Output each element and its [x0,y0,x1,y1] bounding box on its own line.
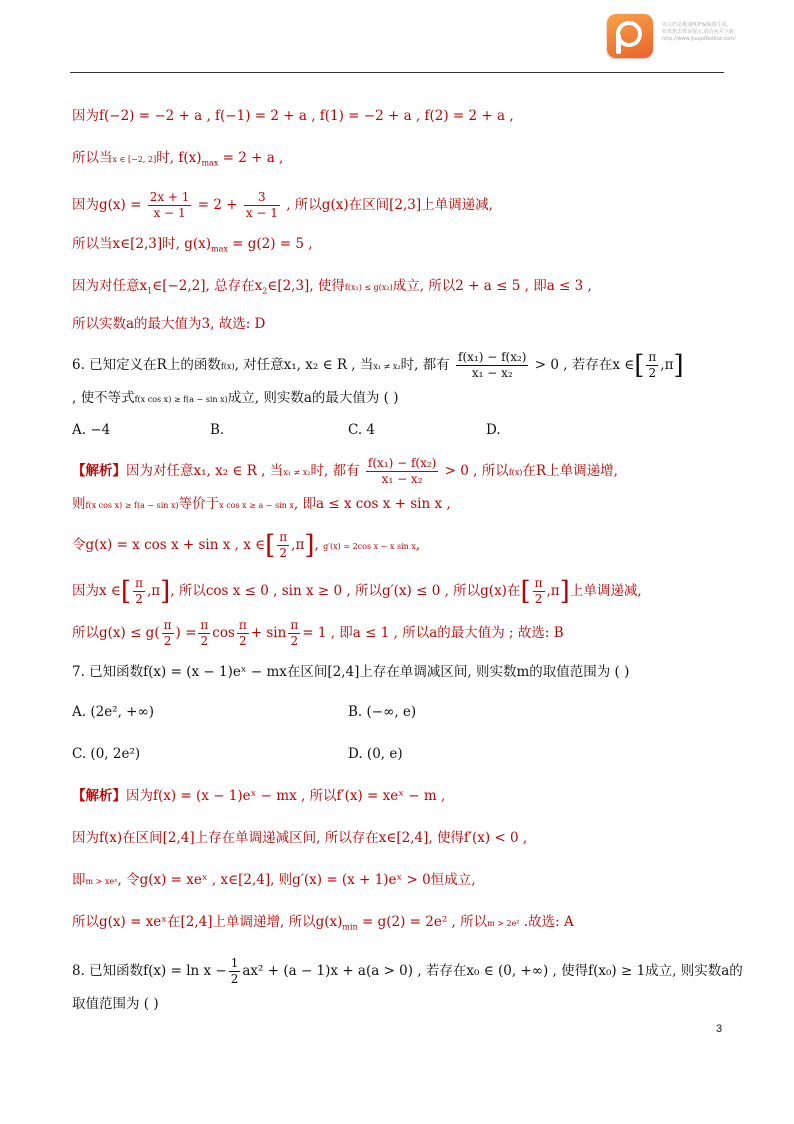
solution-7-line-2: 因为f(x)在区间[2,4]上存在单调递减区间, 所以存在x∈[2,4], 使得f′(x) < 0 , [72,830,528,846]
header-logo [607,14,653,58]
solution-6-line-3: 令g(x) = x cos x + sin x , x ∈[ $\frac{\pi}{2}$ ,π], g′(x) = 2cos x − x sin x, [72,530,421,561]
q6-option-d: D. [486,422,501,438]
solution-7-line-4: 所以g(x) = xeˣ在[2,4]上单调递增, 所以$g(x)_{min} = g(2) = 2e^2$ , 所以m > 2e² .故选: A [72,914,574,932]
solution-6-line-1: 【解析】因为对任意x₁, x₂ ∈ R , 当x₁ ≠ x₂时, 都有 $\frac{\text{f(x₁) − f(x₂)}}{\text{x₁ − x₂}}$ > 0 , 所以f(x)在R上单调递增, [72,456,618,486]
solution-line-4: 所以当x∈[2,3]时, $g(x)_{max} = g(2) = 5$ , [72,236,313,254]
question-8-stem-2: 取值范围为 ( ) [72,996,159,1012]
q7-option-a: A. (2e², +∞) [72,704,154,720]
page-number: 3 [716,1023,723,1035]
solution-7-line-1: 【解析】因为f(x) = (x − 1)eˣ − mx , 所以f′(x) = xeˣ − m , [72,788,446,804]
q7-option-b: B. (−∞, e) [348,704,417,720]
question-7-stem: 7. 已知函数f(x) = (x − 1)eˣ − mx在区间[2,4]上存在单调减区间, 则实数m的取值范围为 ( ) [72,664,630,680]
solution-7-line-3: 即m > xeˣ, 令g(x) = xeˣ , x∈[2,4], 则g′(x) = (x + 1)eˣ > 0恒成立, [72,872,476,888]
header-rule [70,72,724,73]
solution-6-line-5: 所以g(x) ≤ g( $\frac{\pi}{2}$ ) = $\frac{\pi}{2}$ cos $\frac{\pi}{2}$ + sin $\frac{\pi}{2}$ = 1 , 即a ≤ 1 , 所以a的最大值为 ; 故选: B [72,618,564,648]
q6-option-b: B. [210,422,225,438]
solution-line-6: 所以实数a的最大值为3, 故选: D [72,316,266,332]
solution-6-line-2: 则f(x cos x) ≥ f(a − sin x)等价于x cos x ≥ a − sin x, 即a ≤ x cos x + sin x , [72,496,451,512]
solution-line-1: 因为f(−2) = −2 + a , f(−1) = 2 + a , f(1) = −2 + a , f(2) = 2 + a , [72,108,514,124]
solution-6-line-4: 因为x ∈[ $\frac{\pi}{2}$ ,π], 所以cos x ≤ 0 , sin x ≥ 0 , 所以g′(x) ≤ 0 , 所以g(x)在[ $\frac{\pi}{2}$ ,π]上单调递减, [72,576,642,607]
solution-line-5: 因为对任意$x_1\in[-2,2]$, 总存在$x_2\in[2,3]$, 使得f(x₁) ≤ g(x₂)成立, 所以2 + a ≤ 5 , 即a ≤ 3 , [72,278,592,296]
question-6-stem: 6. 已知定义在R上的函数f(x), 对任意x₁, x₂ ∈ R , 当x₁ ≠ x₂时, 都有 $\frac{\text{f(x₁) − f(x₂)}}{\text{x₁ − x₂}}$ > 0 , 若存在x ∈[ $\frac{\pi}{2}$ ,π] [72,350,684,381]
q7-option-c: C. (0, 2e²) [72,746,141,762]
solution-line-3: 因为g(x) = $\frac{2x + 1}{x - 1}$ = 2 + $\frac{3}{x - 1}$ , 所以g(x)在区间[2,3]上单调递减, [72,190,493,220]
watermark-text: 该文档是极速PDF编辑器生成, 如果想去掉该提示,请访问并下载: http://www.jisupdfeditor.com/ [662,22,736,42]
q6-option-c: C. 4 [348,422,376,438]
q7-option-d: D. (0, e) [348,746,403,762]
q6-option-a: A. −4 [72,422,111,438]
question-6-stem-2: , 使不等式f(x cos x) ≥ f(a − sin x)成立, 则实数a的最大值为 ( ) [72,390,399,406]
question-8-stem: 8. 已知函数f(x) = ln x − $\frac{1}{2}$ ax² + (a − 1)x + a(a > 0) , 若存在x₀ ∈ (0, +∞) , 使得f(x₀) ≥ 1成立, 则实数a的 [72,956,743,986]
solution-line-2: 所以当x ∈ [−2, 2]时, $f(x)_{max} = 2 + a$ , [72,150,284,168]
